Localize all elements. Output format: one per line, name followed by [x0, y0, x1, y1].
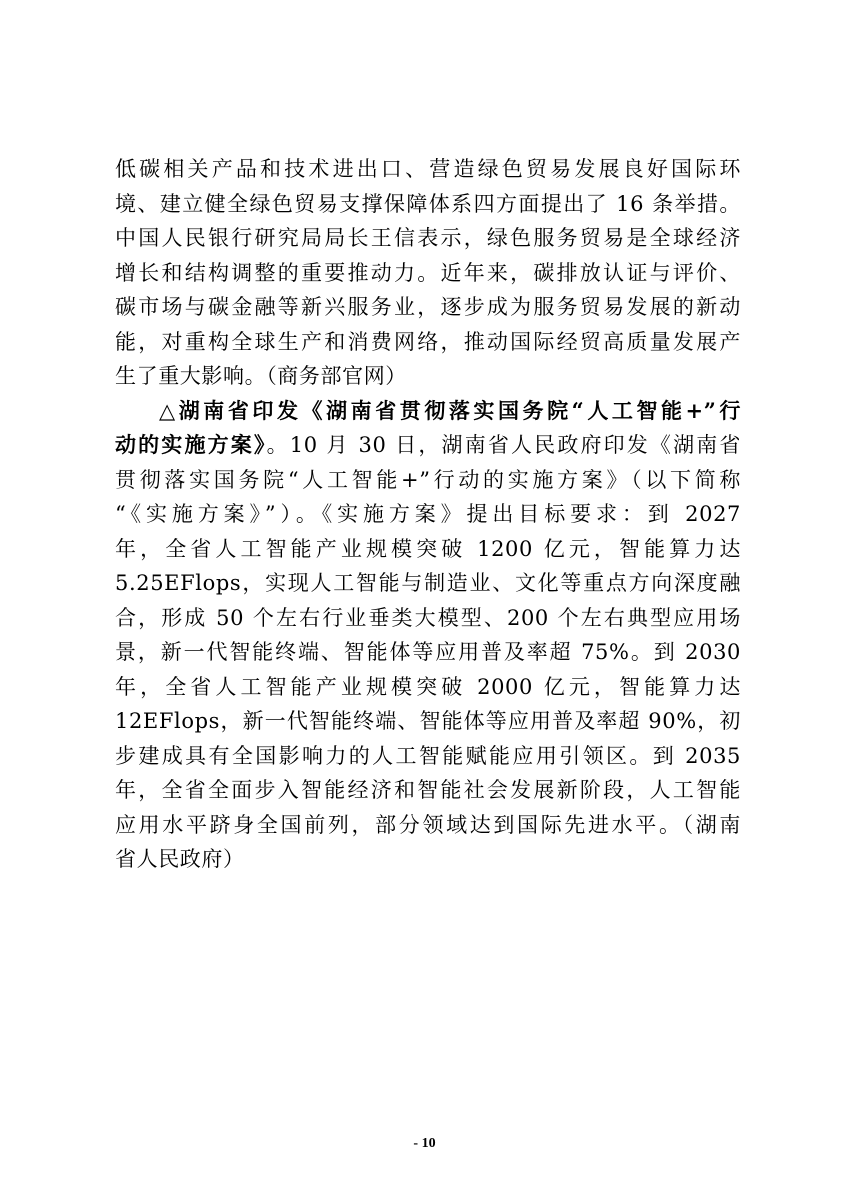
text-line: 应用水平跻身全国前列，部分领域达到国际先进水平。（湖南: [115, 812, 741, 837]
text-line: 生了重大影响。（商务部官网）: [115, 364, 407, 388]
text-segment: 。10 月 30 日，湖南省人民政府印发《湖南省: [266, 433, 742, 457]
page-number: - 10: [413, 1136, 436, 1151]
text-line: 增长和结构调整的重要推动力。近年来，碳排放认证与评价、: [115, 260, 741, 285]
text-line: 12EFlops，新一代智能终端、智能体等应用普及率超 90%，初: [115, 709, 741, 733]
text-line: 低碳相关产品和技术进出口、营造绿色贸易发展良好国际环: [115, 157, 741, 181]
paragraph-green-trade: [115, 152, 741, 394]
paragraph-hunan-ai: [115, 394, 741, 877]
news-heading-line: △湖南省印发《湖南省贯彻落实国务院“人工智能+”行: [159, 397, 741, 423]
text-line: 5.25EFlops，实现人工智能与制造业、文化等重点方向深度融: [115, 571, 741, 595]
text-line: 贯彻落实国务院“人工智能+”行动的实施方案》（以下简称: [115, 467, 741, 492]
text-line: 年，全省全面步入智能经济和智能社会发展新阶段，人工智能: [115, 778, 741, 802]
text-line: 年，全省人工智能产业规模突破 1200 亿元，智能算力达: [115, 536, 741, 561]
text-line: 景，新一代智能终端、智能体等应用普及率超 75%。到 2030: [115, 640, 741, 664]
text-line: 省人民政府）: [115, 847, 245, 871]
text-line: 合，形成 50 个左右行业垂类大模型、200 个左右典型应用场: [115, 605, 741, 630]
text-line: 步建成具有全国影响力的人工智能赋能应用引领区。到 2035: [115, 743, 741, 768]
text-line: 能，对重构全球生产和消费网络，推动国际经贸高质量发展产: [115, 329, 741, 354]
text-line: 年，全省人工智能产业规模突破 2000 亿元，智能算力达: [115, 674, 741, 699]
text-line: 中国人民银行研究局局长王信表示，绿色服务贸易是全球经济: [115, 226, 741, 250]
news-heading-end: 动的实施方案》: [115, 432, 267, 457]
text-line: 境、建立健全绿色贸易支撑保障体系四方面提出了 16 条举措。: [115, 191, 741, 216]
body-text: [115, 152, 741, 877]
text-line: 碳市场与碳金融等新兴服务业，逐步成为服务贸易发展的新动: [115, 295, 741, 319]
text-line: [115, 428, 741, 463]
text-line: “《实施方案》”）。《实施方案》提出目标要求：到 2027: [115, 502, 741, 526]
